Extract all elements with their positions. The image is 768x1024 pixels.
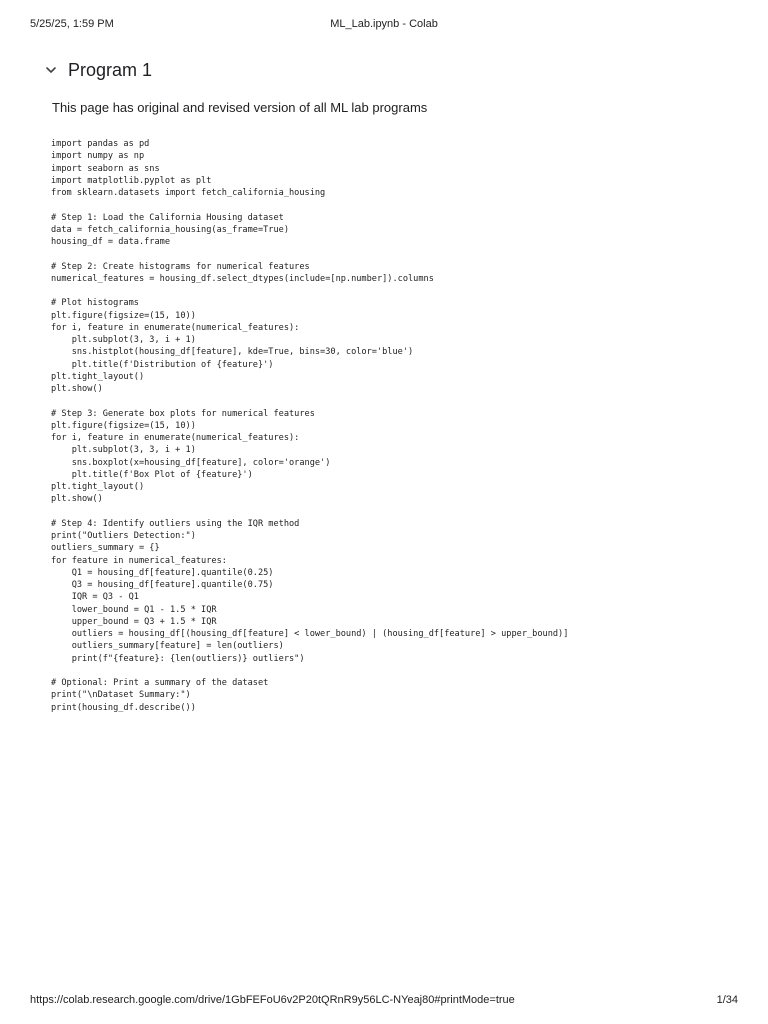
code-cell[interactable]: import pandas as pd import numpy as np import seaborn as sns import matplotlib.pyplot as plt from sklearn.datasets import fetch_california_housing # Step 1: Load the California Housing dataset data = fetch_california_housing(as_frame=True) housing_df = data.frame # Step 2: Create histograms for numerical features numerical_features = housing_df.select_dtypes(include=[np.number]).columns # Plot histograms plt.figure(figsize=(15, 10)) for i, feature in enumerate(numerical_features): plt.subplot(3, 3, i + 1) sns.histplot(housing_df[feature], kde=True, bins=30, color='blue') plt.title(f'Distribution of {feature}') plt.tight_layout() plt.show() # Step 3: Generate box plots for numerical features plt.figure(figsize=(15, 10)) for i, feature in enumerate(numerical_features): plt.subplot(3, 3, i + 1) sns.boxplot(x=housing_df[feature], color='orange') plt.title(f'Box Plot of {feature}') plt.tight_layout() plt.show() # Step 4: Identify outliers using the IQR method print("Outliers Detection:") outliers_summary = {} for feature in numerical_features: Q1 = housing_df[feature].quantile(0.25) Q3 = housing_df[feature].quantile(0.75) IQR = Q3 - Q1 lower_bound = Q1 - 1.5 * IQR upper_bound = Q3 + 1.5 * IQR outliers = housing_df[(housing_df[feature] < lower_bound) | (housing_df[feature] > upper_bound)] outliers_summary[feature] = len(outliers) print(f"{feature}: {len(outliers)} outliers") # Optional: Print a summary of the dataset print("\nDataset Summary:") print(housing_df.describe()) bbox=[51, 139, 569, 713]
section-heading bbox=[44, 58, 152, 82]
page-number: 1/34 bbox=[716, 994, 738, 1006]
print-header bbox=[30, 18, 738, 34]
intro-text: This page has original and revised version of all ML lab programs bbox=[52, 100, 428, 115]
print-datetime: 5/25/25, 1:59 PM bbox=[30, 18, 114, 30]
notebook-url: https://colab.research.google.com/drive/1GbFEFoU6v2P20tQRnR9y56LC-NYeaj80#printMode=true bbox=[30, 994, 515, 1006]
print-footer bbox=[30, 994, 738, 1010]
chevron-down-icon[interactable] bbox=[44, 63, 58, 77]
section-title: Program 1 bbox=[68, 59, 153, 80]
document-title: ML_Lab.ipynb - Colab bbox=[330, 18, 438, 30]
